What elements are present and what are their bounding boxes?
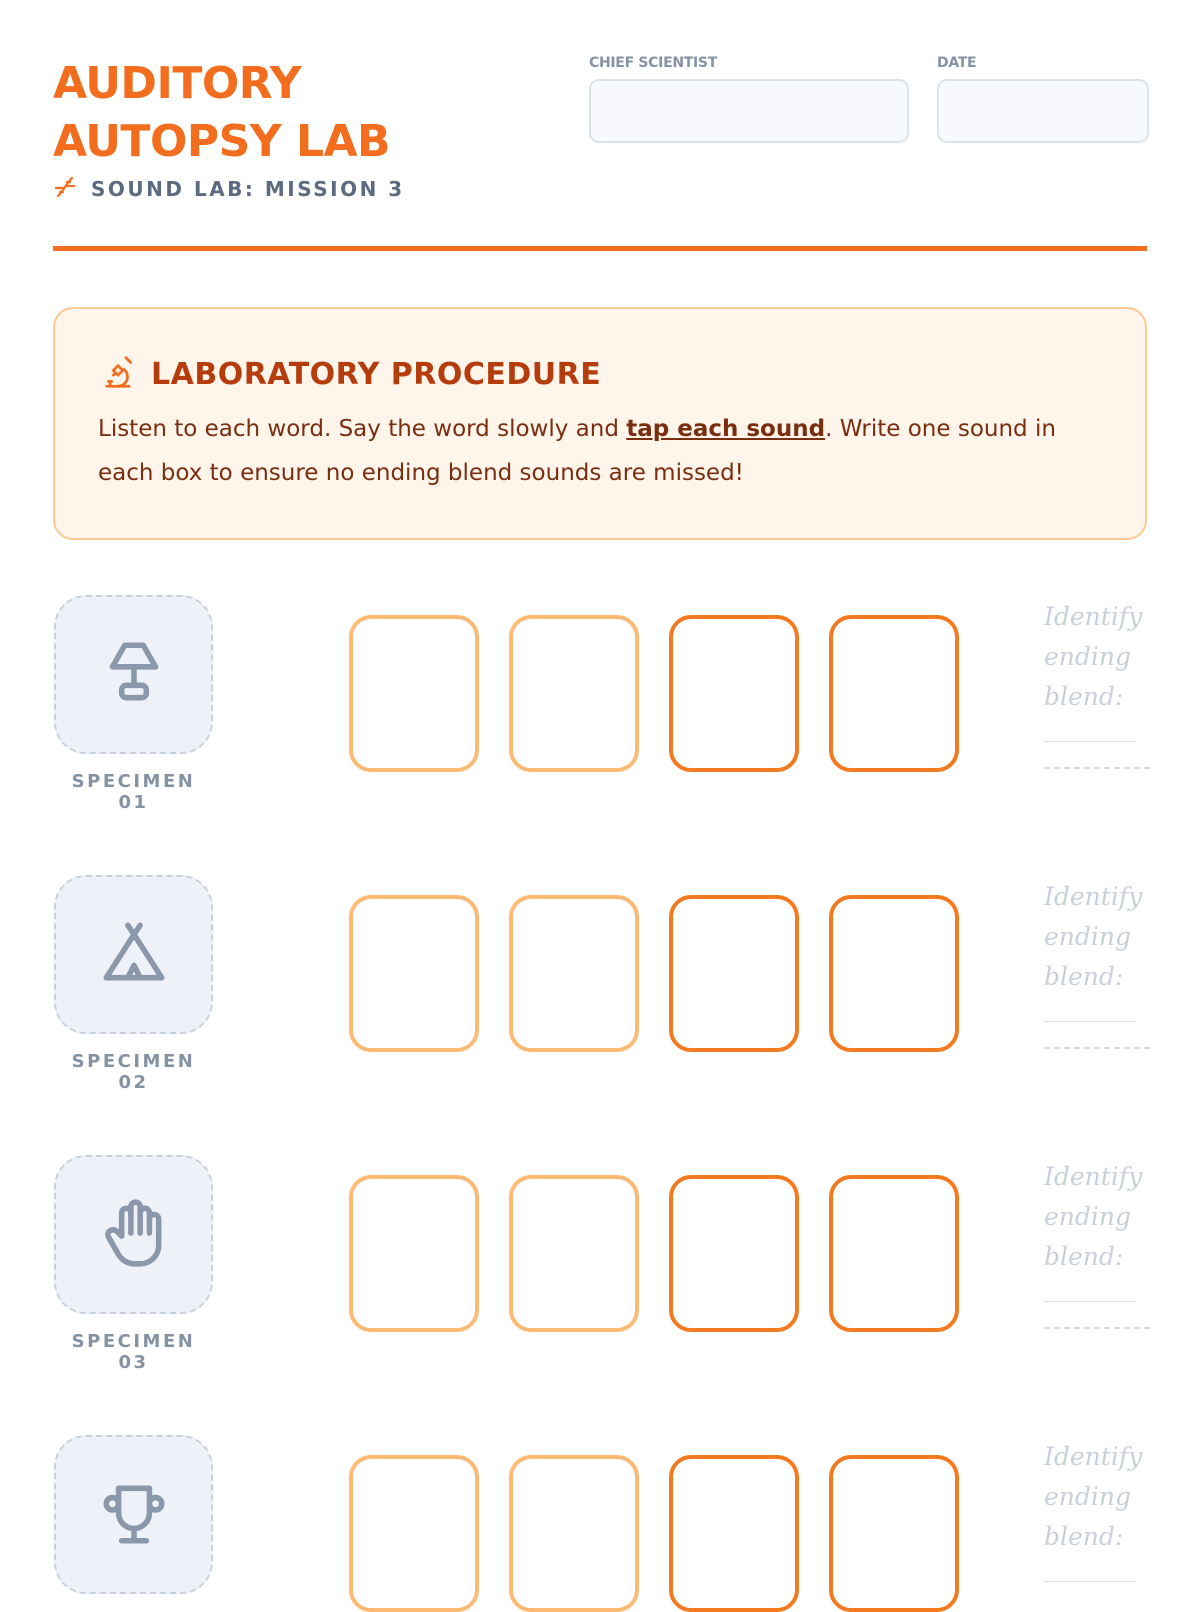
procedure-title: LABORATORY PROCEDURE <box>151 356 602 392</box>
sound-box-2[interactable] <box>509 1175 639 1332</box>
title-line-1: AUDITORY <box>53 58 302 109</box>
mission-subtitle <box>53 175 405 203</box>
microscope-icon <box>99 353 137 395</box>
sound-box-3[interactable] <box>669 615 799 772</box>
row-divider <box>1044 1327 1150 1329</box>
lamp-icon <box>97 636 171 714</box>
sound-box-2[interactable] <box>509 1455 639 1612</box>
instructions-end: . Write one sound in each box to ensure no ending blend sounds are missed! <box>98 416 1056 486</box>
specimen-row-3 <box>0 1155 1200 1415</box>
blend-answer-line[interactable] <box>1044 1301 1136 1302</box>
subtitle-text: SOUND LAB: MISSION 3 <box>91 177 405 201</box>
title-line-2: AUTOPSY LAB <box>53 116 391 167</box>
specimen-image-card <box>54 1155 213 1314</box>
specimen-label: SPECIMEN 02 <box>71 1051 196 1093</box>
blend-prompt: Identify ending blend: <box>1044 882 1143 991</box>
specimen-row-2 <box>0 875 1200 1135</box>
chief-scientist-label: CHIEF SCIENTIST <box>589 55 717 71</box>
instructions-emphasis: tap each sound <box>626 416 826 442</box>
tent-icon <box>97 916 171 994</box>
sound-box-4[interactable] <box>829 1455 959 1612</box>
trophy-icon <box>97 1476 171 1554</box>
sound-box-1[interactable] <box>349 895 479 1052</box>
sound-box-3[interactable] <box>669 895 799 1052</box>
page-title <box>53 55 390 171</box>
procedure-header <box>99 353 601 395</box>
specimen-image-card <box>54 1435 213 1594</box>
sound-box-4[interactable] <box>829 1175 959 1332</box>
date-label: DATE <box>937 55 977 71</box>
specimen-label: SPECIMEN 03 <box>71 1331 196 1373</box>
row-divider <box>1044 767 1150 769</box>
specimen-row-4 <box>0 1435 1200 1600</box>
blend-prompt: Identify ending blend: <box>1044 1442 1143 1551</box>
sound-box-1[interactable] <box>349 1175 479 1332</box>
specimen-label: SPECIMEN 01 <box>71 771 196 813</box>
sound-box-2[interactable] <box>509 615 639 772</box>
sound-box-1[interactable] <box>349 615 479 772</box>
procedure-instructions <box>98 407 1098 495</box>
blend-prompt: Identify ending blend: <box>1044 1162 1143 1271</box>
blend-answer-line[interactable] <box>1044 1581 1136 1582</box>
sound-box-3[interactable] <box>669 1175 799 1332</box>
sound-box-3[interactable] <box>669 1455 799 1612</box>
blend-answer-line[interactable] <box>1044 1021 1136 1022</box>
specimen-image-card <box>54 875 213 1034</box>
procedure-panel <box>53 307 1147 540</box>
chief-scientist-field[interactable] <box>589 79 909 143</box>
sound-box-4[interactable] <box>829 615 959 772</box>
blend-answer-line[interactable] <box>1044 741 1136 742</box>
specimen-image-card <box>54 595 213 754</box>
sound-box-2[interactable] <box>509 895 639 1052</box>
row-divider <box>1044 1047 1150 1049</box>
dna-icon <box>53 175 77 203</box>
sound-box-4[interactable] <box>829 895 959 1052</box>
hand-icon <box>97 1196 171 1274</box>
blend-prompt: Identify ending blend: <box>1044 602 1143 711</box>
sound-box-1[interactable] <box>349 1455 479 1612</box>
date-field[interactable] <box>937 79 1149 143</box>
instructions-start: Listen to each word. Say the word slowly and <box>98 416 627 442</box>
header-divider <box>53 246 1147 251</box>
specimen-row-1 <box>0 595 1200 855</box>
